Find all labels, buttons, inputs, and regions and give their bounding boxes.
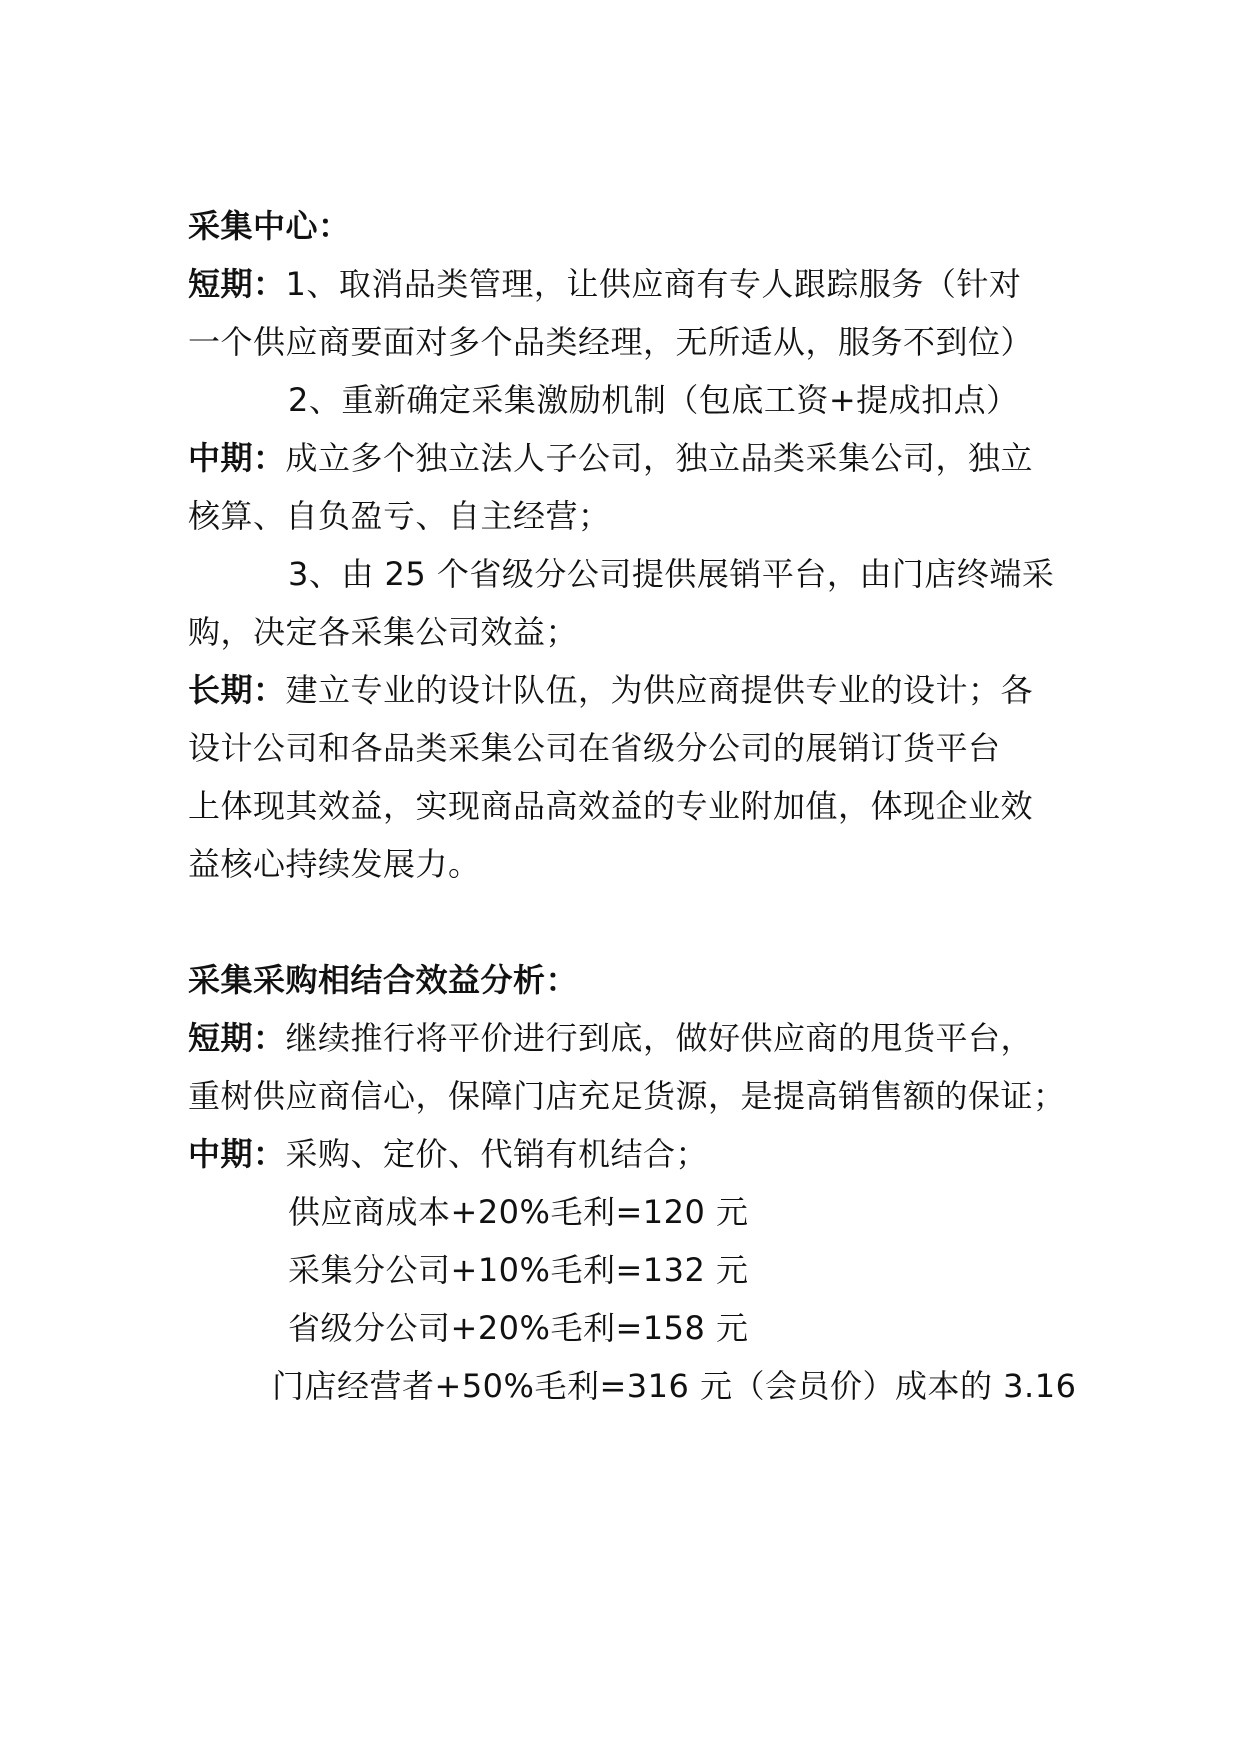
section1-heading: 采集中心：: [188, 207, 351, 245]
section1-short-line2: 一个供应商要面对多个品类经理，无所适从，服务不到位）: [188, 323, 1034, 361]
section1-short-line3: 2、重新确定采集激励机制（包底工资+提成扣点）: [288, 381, 1019, 419]
section2-mid-line1: [188, 1134, 708, 1174]
calc-row-3: 省级分公司+20%毛利=158 元: [288, 1309, 749, 1347]
section1-mid-line3: 3、由 25 个省级分公司提供展销平台，由门店终端采: [288, 555, 1055, 593]
section1-mid-line1: [188, 438, 1033, 478]
section1-long-line3: 上体现其效益，实现商品高效益的专业附加值，体现企业效: [188, 787, 1034, 825]
calc-row-1: 供应商成本+20%毛利=120 元: [288, 1193, 749, 1231]
section2-short-line1: [188, 1018, 1033, 1058]
section1-mid-label: 中期：: [188, 439, 286, 477]
section1-long-text1: 建立专业的设计队伍，为供应商提供专业的设计；各: [285, 671, 1034, 709]
section1-short-text1: 1、取消品类管理，让供应商有专人跟踪服务（针对: [285, 265, 1022, 303]
section1-mid-text1: 成立多个独立法人子公司，独立品类采集公司，独立: [285, 439, 1034, 477]
section2-heading: 采集采购相结合效益分析：: [188, 961, 579, 999]
section1-short-line1: [188, 264, 1021, 304]
section1-long-label: 长期：: [188, 671, 286, 709]
section1-mid-line4: 购，决定各采集公司效益；: [188, 613, 579, 651]
section1-long-line4: 益核心持续发展力。: [188, 845, 481, 883]
section1-long-line1: [188, 670, 1033, 710]
section2-short-label: 短期：: [188, 1019, 286, 1057]
calc-row-2: 采集分公司+10%毛利=132 元: [288, 1251, 749, 1289]
section2-short-line2: 重树供应商信心，保障门店充足货源，是提高销售额的保证；: [188, 1077, 1066, 1115]
section2-mid-label: 中期：: [188, 1135, 286, 1173]
section2-mid-text1: 采购、定价、代销有机结合；: [285, 1135, 709, 1173]
section2-short-text1: 继续推行将平价进行到底，做好供应商的甩货平台，: [285, 1019, 1034, 1057]
section1-long-line2: 设计公司和各品类采集公司在省级分公司的展销订货平台: [188, 729, 1001, 767]
section1-mid-line2: 核算、自负盈亏、自主经营；: [188, 497, 611, 535]
section1-short-label: 短期：: [188, 265, 286, 303]
calc-row-4: 门店经营者+50%毛利=316 元（会员价）成本的 3.16: [272, 1367, 1077, 1405]
